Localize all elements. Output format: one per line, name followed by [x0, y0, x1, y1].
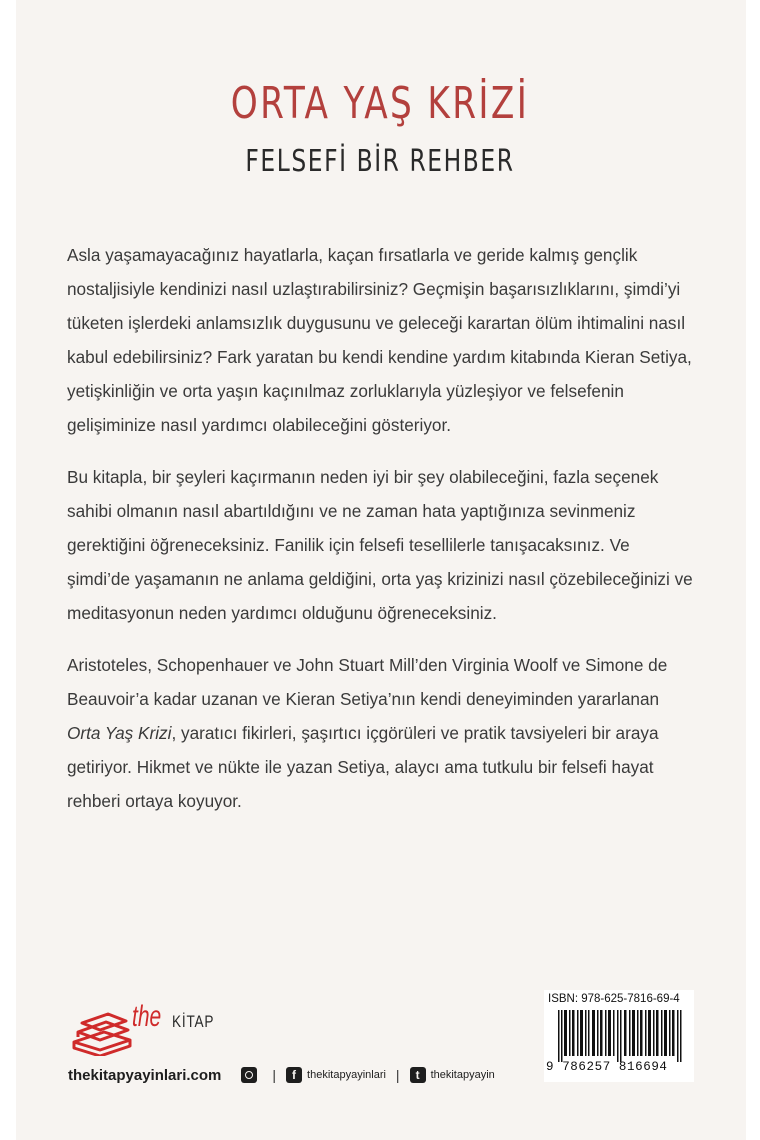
book-title: ORTA YAŞ KRİZİ: [230, 78, 530, 129]
blurb-paragraph-2: Bu kitapla, bir şeyleri kaçırmanın neden iyi bir şey olabileceğini, fazla seçenek sahibi olmanın nasıl abartıldığını ve ne zaman hata yaptığınıza sevinmeniz gerektiğini öğreneceksiniz. Fanilik için felsefi tesellilerle tanışacaksınız. Ve şimdi’de yaşamanın ne anlama geldiğini, orta yaş krizinizi nasıl çözebileceğinizi ve meditasyonun neden yardımcı olduğunu öğreneceksiniz.: [67, 467, 693, 623]
book-subtitle: FELSEFİ BİR REHBER: [245, 144, 515, 179]
publisher-footer: [68, 1064, 495, 1086]
barcode-bars: [558, 1010, 682, 1062]
barcode-digits: 9 786257 816694: [546, 1060, 668, 1074]
website-link[interactable]: thekitapyayinlari.com: [68, 1066, 222, 1084]
twitter-handle[interactable]: thekitapyayin: [430, 1069, 495, 1081]
facebook-icon[interactable]: f: [286, 1067, 302, 1083]
separator: |: [395, 1067, 400, 1083]
instagram-icon[interactable]: [241, 1067, 257, 1083]
facebook-handle[interactable]: thekitapyayinlari: [307, 1069, 386, 1081]
book-title-italic: Orta Yaş Krizi: [67, 723, 172, 743]
social-links: [241, 1067, 494, 1083]
logo-kitap: KİTAP: [172, 1012, 215, 1031]
isbn-label: ISBN: 978-625-7816-69-4: [548, 993, 680, 1005]
blurb-p3-end: , yaratıcı fikirleri, şaşırtıcı içgörüleri ve pratik tavsiyeleri bir araya getiriyor. Hikmet ve nükte ile yazan Setiya, alaycı ama tutkulu bir felsefi hayat rehberi ortaya koyuyor.: [67, 723, 659, 811]
barcode: [544, 990, 694, 1082]
publisher-logo: [70, 1000, 230, 1058]
blurb-paragraph-1: Asla yaşamayacağınız hayatlarla, kaçan fırsatlarla ve geride kalmış gençlik nostaljisiyle kendinizi nasıl uzlaştırabilirsiniz? Geçmişin başarısızlıklarını, şimdi’yi tüketen işlerdeki anlamsızlık duygusunu ve geleceği karartan ölüm ihtimalini nasıl kabul edebilirsiniz? Fark yaratan bu kendi kendine yardım kitabında Kieran Setiya, yetişkinliğin ve orta yaşın kaçınılmaz zorluklarıyla yüzleşiyor ve felsefenin gelişiminize nasıl yardımcı olabileceğini gösteriyor.: [67, 245, 692, 435]
books-stack-icon: [70, 1012, 134, 1056]
blurb-paragraph-3: [67, 648, 697, 818]
logo-the: the: [132, 1000, 162, 1033]
separator: |: [272, 1067, 277, 1083]
twitter-icon[interactable]: t: [410, 1067, 426, 1083]
blurb-p3-start: Aristoteles, Schopenhauer ve John Stuart Mill’den Virginia Woolf ve Simone de Beauvoir’a kadar uzanan ve Kieran Setiya’nın kendi deneyiminden yararlanan: [67, 655, 668, 709]
blurb: [67, 238, 697, 836]
